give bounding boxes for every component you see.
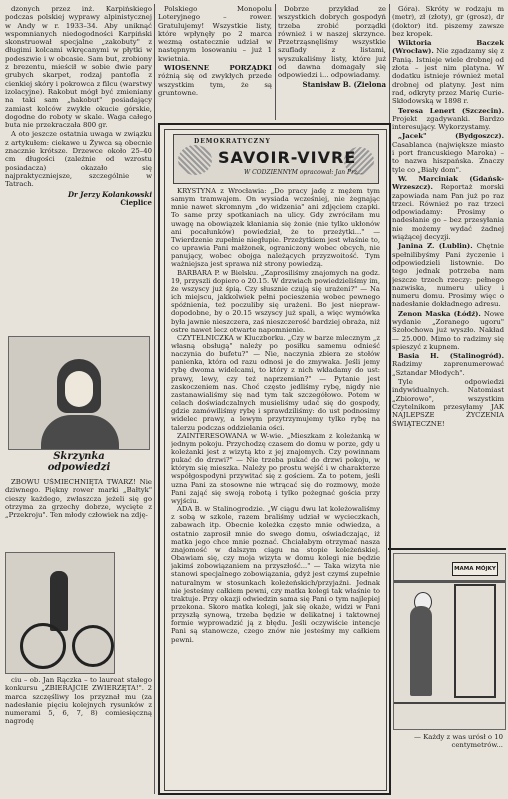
banner-sub: W CODZIENNYM	[244, 169, 298, 176]
right-closing: Tyle odpowiedzi indywidualnych. Natomiast „Zbiorowo", wszystkim Czytelnikom przesyłamy JAK NAJLEPSZE ŻYCZENIA ŚWIĄTECZNE!	[392, 378, 504, 428]
column-heading-answer-box: Skrzynka odpowiedzi	[47, 451, 111, 473]
right-heading-6: Janina Z. (Lublin).	[398, 242, 473, 251]
right-entry-2	[392, 39, 504, 105]
col3-paragraph: Dobrze przykład ze wszystkich dobrych gospodyń trzeba zrobić porządki również i w naszej skrzynce. Przetrząsnęliśmy wszystkie szuflady z listami, wyszukaliśmy listy, które już od dawna domagały się odpowiedzi i... odpowiadamy.	[278, 5, 386, 80]
col3-signature: Stanisław B. (Zielona	[302, 79, 386, 89]
column-right	[392, 5, 504, 545]
col2-heading: WIOSENNE PORZĄDKI	[164, 64, 272, 73]
right-heading-2: Wiktoria Baczek (Wrocław).	[392, 39, 504, 56]
banner-title: SAVOIR-VIVRE	[218, 148, 357, 167]
col2-paragraph-2	[158, 64, 272, 97]
box-paragraph-3: CZYTELNICZKA w Kluczborku. „Czy w barze mlecznym „z własną obsługą" należy po posiłku samemu odnieść naczynia do bufetu?" — Nie, naczynia zbiera ze stołów panienka, która od razu odnosi je do zmywaka. Jeśli jemy rybę dwoma widelcami, to który z nich wkładamy do ust: prawy, lewy, czy też naprzemian?" — Pytanie jest zaskoczeniem nas. Choć często jedliśmy rybę, nigdy nie zastanawialiśmy się nad tym tak szczegółowo. Potem w celach doświadczalnych musieliśmy udać się do gospody, gdzie zamówiliśmy rybę i sprawdziliśmy: do ust podnosimy widelec prawy, a lewym przytrzymujemy tylko rybę na talerzu podczas oddzielania ości.	[171, 333, 380, 432]
cartoon-figure	[410, 606, 432, 696]
box-paragraph-1: KRYSTYNA z Wrocławia: „Do pracy jadę z mężem tym samym tramwajem. On wysiada wcześniej, nie żegnając mnie nawet skromnym „do widzenia" ani zdjęciem czapki. To same przy spotkaniach na ulicy. Gdy zwróciłam mu uwagę na obowiązek kłaniania się żonie (nie tylko ukłonów ani pocałunków) powiedział, że to przeżytki..." — Twierdzenie zupełnie niegłupie. Przeżytkiem jest właśnie to, co uprawia Pani małżonek, ograniczony wobec obcych, nie panujący, wobec obojga należących przyzwoitość. Tym ważniejsza jest sprawa niż strony powiedzą.	[171, 187, 380, 269]
box-paragraph-2: BARBARA P. w Bielsku. „Zaprosiliśmy znajomych na godz. 19, przyszli dopiero o 20.15. W drzwiach powiedzieliśmy im, że wszyscy już śpią. Czy słusznie czują się urażeni?" — Na ich miejscu, jakkolwiek pełni pocieszenia wobec pewnego spóźnienia, też poczuliby się urażeni. Bo jest niepraw-dopodobne, by o 20.15 wszyscy już spali, a więc wymówka była jawnie nieszczera, zaś nieszczerość bardziej obraża, niż ostre nawet lecz otwarte napomnienie.	[171, 268, 380, 334]
banner-author: opracował: Jan Prz...	[299, 169, 363, 176]
cartoon-wall-line	[394, 580, 505, 583]
cartoon-sign: MAMA MÓJKY	[452, 562, 498, 576]
body-shape	[41, 415, 119, 450]
cartoon-door	[454, 584, 496, 698]
col1-paragraph-2: A oto jeszcze ostatnia uwaga w związku z artykułem: ciekawe u Żywca są obecnie znacznie krótsze. Drzewce około 25–40 cm długości (zależnie od wzrostu posiadacza) okazało się najpraktyczniejsze, szczególnie w Tatrach.	[5, 130, 152, 189]
right-heading-4: „Jacek" (Bydgoszcz).	[398, 132, 504, 141]
cartoon-floor	[394, 702, 505, 704]
bicycle-wheel-front	[20, 623, 66, 669]
ornament-left-icon	[178, 145, 212, 175]
col1-place: Cieplice	[120, 197, 152, 207]
savoir-vivre-inner-frame	[164, 129, 387, 791]
banner-top-text: DEMOKRATYCZNY	[194, 138, 271, 145]
right-text-8: Radzimy zaprenumerować „Sztandar Młodych".	[392, 360, 504, 377]
box-paragraph-4: ZAINTERESOWANA w W-wie. „Mieszkam z koleżanką w jednym pokoju. Przychodzę czasem do domu w porze, gdy u koleżanki jest z wizytą kto z jej znajomych. Czy powinnam pukać do drzwi?" — Nie trzeba pukać do drzwi pokoju, w którym się mieszka. Należy po prostu wejść i w charakterze współgospodyni przywitać się z gościem. Za to potem, jeśli uzna Pani za stosowne nie wtrącać się do rozmowy, może Pani zająć się swoją robotą i tylko pożegnać gościa przy wyjściu.	[171, 431, 380, 505]
boy-figure	[50, 571, 68, 631]
bicycle-wheel-back	[72, 625, 114, 667]
right-bottom-rule	[388, 548, 506, 550]
right-paragraph-1: Góra). Skróty w rodzaju m (metr), zł (złoty), gr (grosz), dr (doktor) itd. piszemy zawsze bez kropek.	[392, 5, 504, 38]
col1-signature: Dr Jerzy Kolankowski	[67, 189, 152, 199]
cartoon-illustration	[393, 553, 506, 730]
right-entry-8	[392, 352, 504, 377]
column-1c	[5, 676, 152, 727]
right-entry-5	[392, 175, 504, 241]
banner-subtitle	[244, 169, 363, 176]
savoir-vivre-box	[158, 123, 391, 795]
right-text-2: Nie zgadzamy się z Panią. Istnieje wiele drobnej od złota – jest nim platyna. W dodatku istnieje również metal drobnej od platyny. Jest nim rad, odkryty przez Marię Curie-Skłodowską w 1898 r.	[392, 47, 504, 106]
savoir-vivre-text	[171, 187, 380, 787]
right-entry-3	[392, 107, 504, 132]
col1-paragraph-1: dzonych przez inż. Karpińskiego podczas polskiej wyprawy alpinistycznej w Andy w r. 1933–34. Aby uniknąć wspomnianych niedogodności Karpiński skonstruował specjalne „zakobuty" z długimi kolcami wkręcanymi w płytki w podeszwie i w obcasie. Sam but, zrobiony z brezentu, mieścił w sobie dwie pary grubych skarpet, rodzaj pantofla z cienkiej skóry i pokrowca z filcu (warstwy izolacyjne). Rakobut mógł być zmieniany na taki sam „hakobut" posiadający zamiast kolców zwykłe okucie górskie, dogodne do roboty w skale. Waga całego buta nie przekraczała 800 gr.	[5, 5, 152, 130]
column-1b	[5, 478, 152, 520]
col2-paragraph-2-text: różnią się od zwykłych przede wszystkim tym, że są gruntowne.	[158, 72, 272, 97]
column-divider-2	[275, 4, 276, 120]
right-text-7: Nowe wydanie „Zoranego ugoru" Szołochowa już wyszło. Nakład — 25.000. Mimo to radzimy się spieszyć z kupnem.	[392, 309, 504, 351]
right-text-5: Reportaż morski zapowiada nam Pan już po raz trzeci. Również po raz trzeci odpowiadamy: Prosimy o nadesłanie go – bez przesyłania nie możemy wydać żadnej wiążącej decyzji.	[392, 183, 504, 242]
right-entry-7	[392, 310, 504, 351]
column-3	[278, 5, 386, 119]
right-text-6: Chętnie spełnilibyśmy Pani życzenie i odpowiedzieli listownie. Do tego jednak potrzeba nam jeszcze trzech rzeczy: pełnego nazwiska, numeru ulicy i numeru domu. Prosimy więc o nadesłanie dokładnego adresu.	[392, 242, 504, 309]
savoir-vivre-banner	[173, 134, 379, 184]
right-heading-3: Teresa Lenert (Szczecin).	[398, 106, 504, 115]
right-heading-7: Zenon Maska (Łódź).	[398, 309, 481, 318]
col1c-paragraph: ciu – ob. Jan Rączka – to laureat stałego konkursu „ZBIERAJCIE ZWIERZĘTA!". 2 marca szczęśliwy los przyznał mu (za nadesłanie pięciu kolejnych rysunków z numerami 5, 6, 7, 8) comiesięczną nagrodę	[5, 676, 152, 726]
cartoon-caption-text: — Każdy z was urósł o 10 centymetrów...	[414, 733, 503, 750]
col2-paragraph-1: Polskiego Monopolu Loteryjnego – rower. Gratulujemy! Wszystkie listy, które wpłynęły po 2 marca wezmą ostatecznie udział w następnym losowaniu – już 1 kwietnia.	[158, 5, 272, 63]
right-heading-8: Basia H. (Stalinogród).	[398, 352, 504, 361]
col1b-paragraph: ZBOWU UŚMIECHNIĘTA TWARZ! Nie dziwnego. Piękny rower marki „Bałtyk" cieszy każdego, zwłaszcza jeżeli się go otrzyma za grzechy dobrze, wycięte z „Przekroju". Ten młody człowiek na zdję-	[5, 478, 152, 520]
box-paragraph-5: ADA B. w Stalinogrodzie. „W ciągu dwu lat koleżowaliśmy z sobą w szkole, razem braliśmy udział w wycieczkach, zabawach itp. Obecnie koleżka często mnie odwiedza, a ostatnio zaprosił mnie do swego domu, oświadczając, iż matka jego chce mnie poznać. Chciałabym otrzymać nasza znajomość w dalszym ciągu na stopie koleżeńskiej. Obawiam się, czy moja wizyta w domu kolegi nie będzie jakimś zobowiązaniem na przyszłość..." — Taka wizyta nie stanowi specjalnego zobowiązania, gdyż jest czymś zupełnie naturalnym w stosunkach koleżeńskich/przyjaźni. Jednak nie jesteśmy całkiem pewni, czy matka kolegi tak właśnie to traktuje. Przy okazji odwiedzin sama się Pani o tym najlepiej przekona. Skoro matka kolegi, jak się okaże, widzi w Pani przyszłą synową, trzeba będzie w delikatnej i taktownej formie wyprowadzić ją z błędu. Jeśli oczywiście intencje Pani są stanowcze, czego znów nie jesteśmy my całkiem pewni.	[171, 505, 380, 644]
right-heading-5: W. Marciniak (Gdańsk-Wrzeszcz).	[392, 174, 504, 192]
right-text-3: Projekt zgadywanki. Bardzo interesujący. Wykorzystamy.	[392, 114, 504, 132]
column-divider-1	[154, 4, 155, 794]
right-entry-4	[392, 132, 504, 173]
boy-bicycle-photo	[5, 552, 115, 674]
face-shape	[65, 371, 93, 407]
column-1	[5, 5, 152, 207]
cartoon-caption	[393, 733, 503, 751]
right-entry-6	[392, 242, 504, 308]
column-2	[158, 5, 272, 119]
portrait-photo	[8, 336, 150, 450]
right-text-4: Casablanca (największe miasto i port francuskiego Maroka) – to nazwa hiszpańska. Znaczy tyle co „Biały dom".	[392, 140, 504, 174]
